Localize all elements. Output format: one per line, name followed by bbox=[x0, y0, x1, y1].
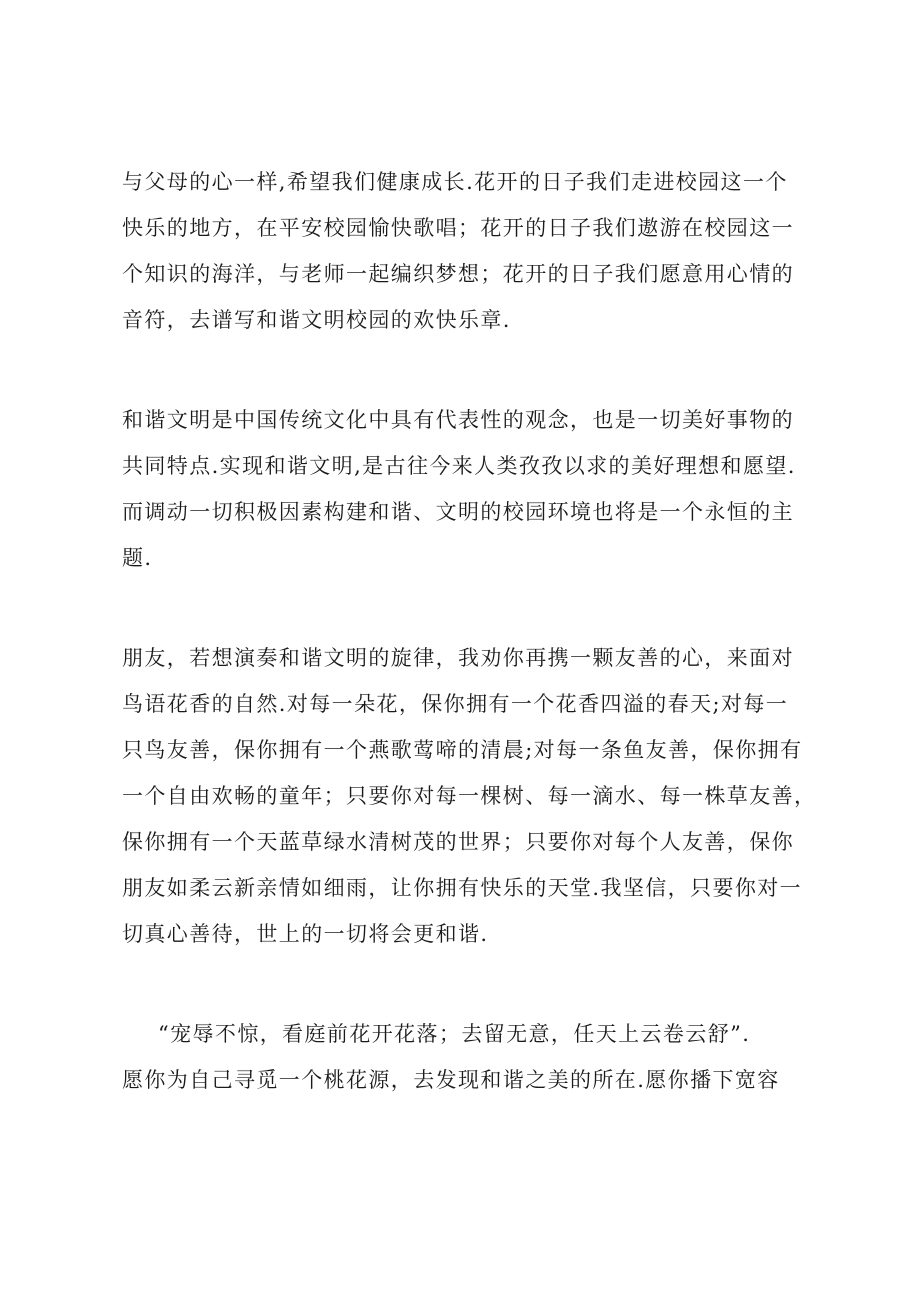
paragraph-3-line-7: 切真心善待，世上的一切将会更和谐. bbox=[122, 922, 489, 946]
paragraph-3-line-3: 只鸟友善，保你拥有一个燕歌莺啼的清晨;对每一条鱼友善，保你拥有 bbox=[122, 738, 803, 762]
paragraph-4-line-1: “宠辱不惊，看庭前花开花落；去留无意，任天上云卷云舒”. bbox=[158, 1022, 751, 1046]
paragraph-1-line-1: 与父母的心一样,希望我们健康成长.花开的日子我们走进校园这一个 bbox=[122, 170, 788, 194]
paragraph-1-line-4: 音符，去谱写和谐文明校园的欢快乐章. bbox=[122, 308, 511, 332]
paragraph-4-line-2: 愿你为自己寻觅一个桃花源，去发现和谐之美的所在.愿你播下宽容 bbox=[122, 1068, 780, 1092]
paragraph-2-line-2: 共同特点.实现和谐文明,是古往今来人类孜孜以求的美好理想和愿望. bbox=[122, 454, 796, 478]
paragraph-2-line-4: 题. bbox=[122, 546, 153, 570]
paragraph-3-line-1: 朋友，若想演奏和谐文明的旋律，我劝你再携一颗友善的心，来面对 bbox=[122, 646, 794, 670]
paragraph-3-line-6: 朋友如柔云新亲情如细雨，让你拥有快乐的天堂.我坚信，只要你对一 bbox=[122, 876, 803, 900]
paragraph-3-line-2: 鸟语花香的自然.对每一朵花，保你拥有一个花香四溢的春天;对每一 bbox=[122, 692, 789, 716]
paragraph-3-line-4: 一个自由欢畅的童年；只要你对每一棵树、每一滴水、每一株草友善， bbox=[122, 784, 817, 808]
paragraph-2-line-3: 而调动一切积极因素构建和谐、文明的校园环境也将是一个永恒的主 bbox=[122, 500, 794, 524]
paragraph-1-line-3: 个知识的海洋，与老师一起编织梦想；花开的日子我们愿意用心情的 bbox=[122, 262, 794, 286]
paragraph-1-line-2: 快乐的地方，在平安校园愉快歌唱；花开的日子我们遨游在校园这一 bbox=[122, 216, 794, 240]
paragraph-3-line-5: 保你拥有一个天蓝草绿水清树茂的世界；只要你对每个人友善，保你 bbox=[122, 830, 794, 854]
paragraph-2-line-1: 和谐文明是中国传统文化中具有代表性的观念，也是一切美好事物的 bbox=[122, 408, 794, 432]
